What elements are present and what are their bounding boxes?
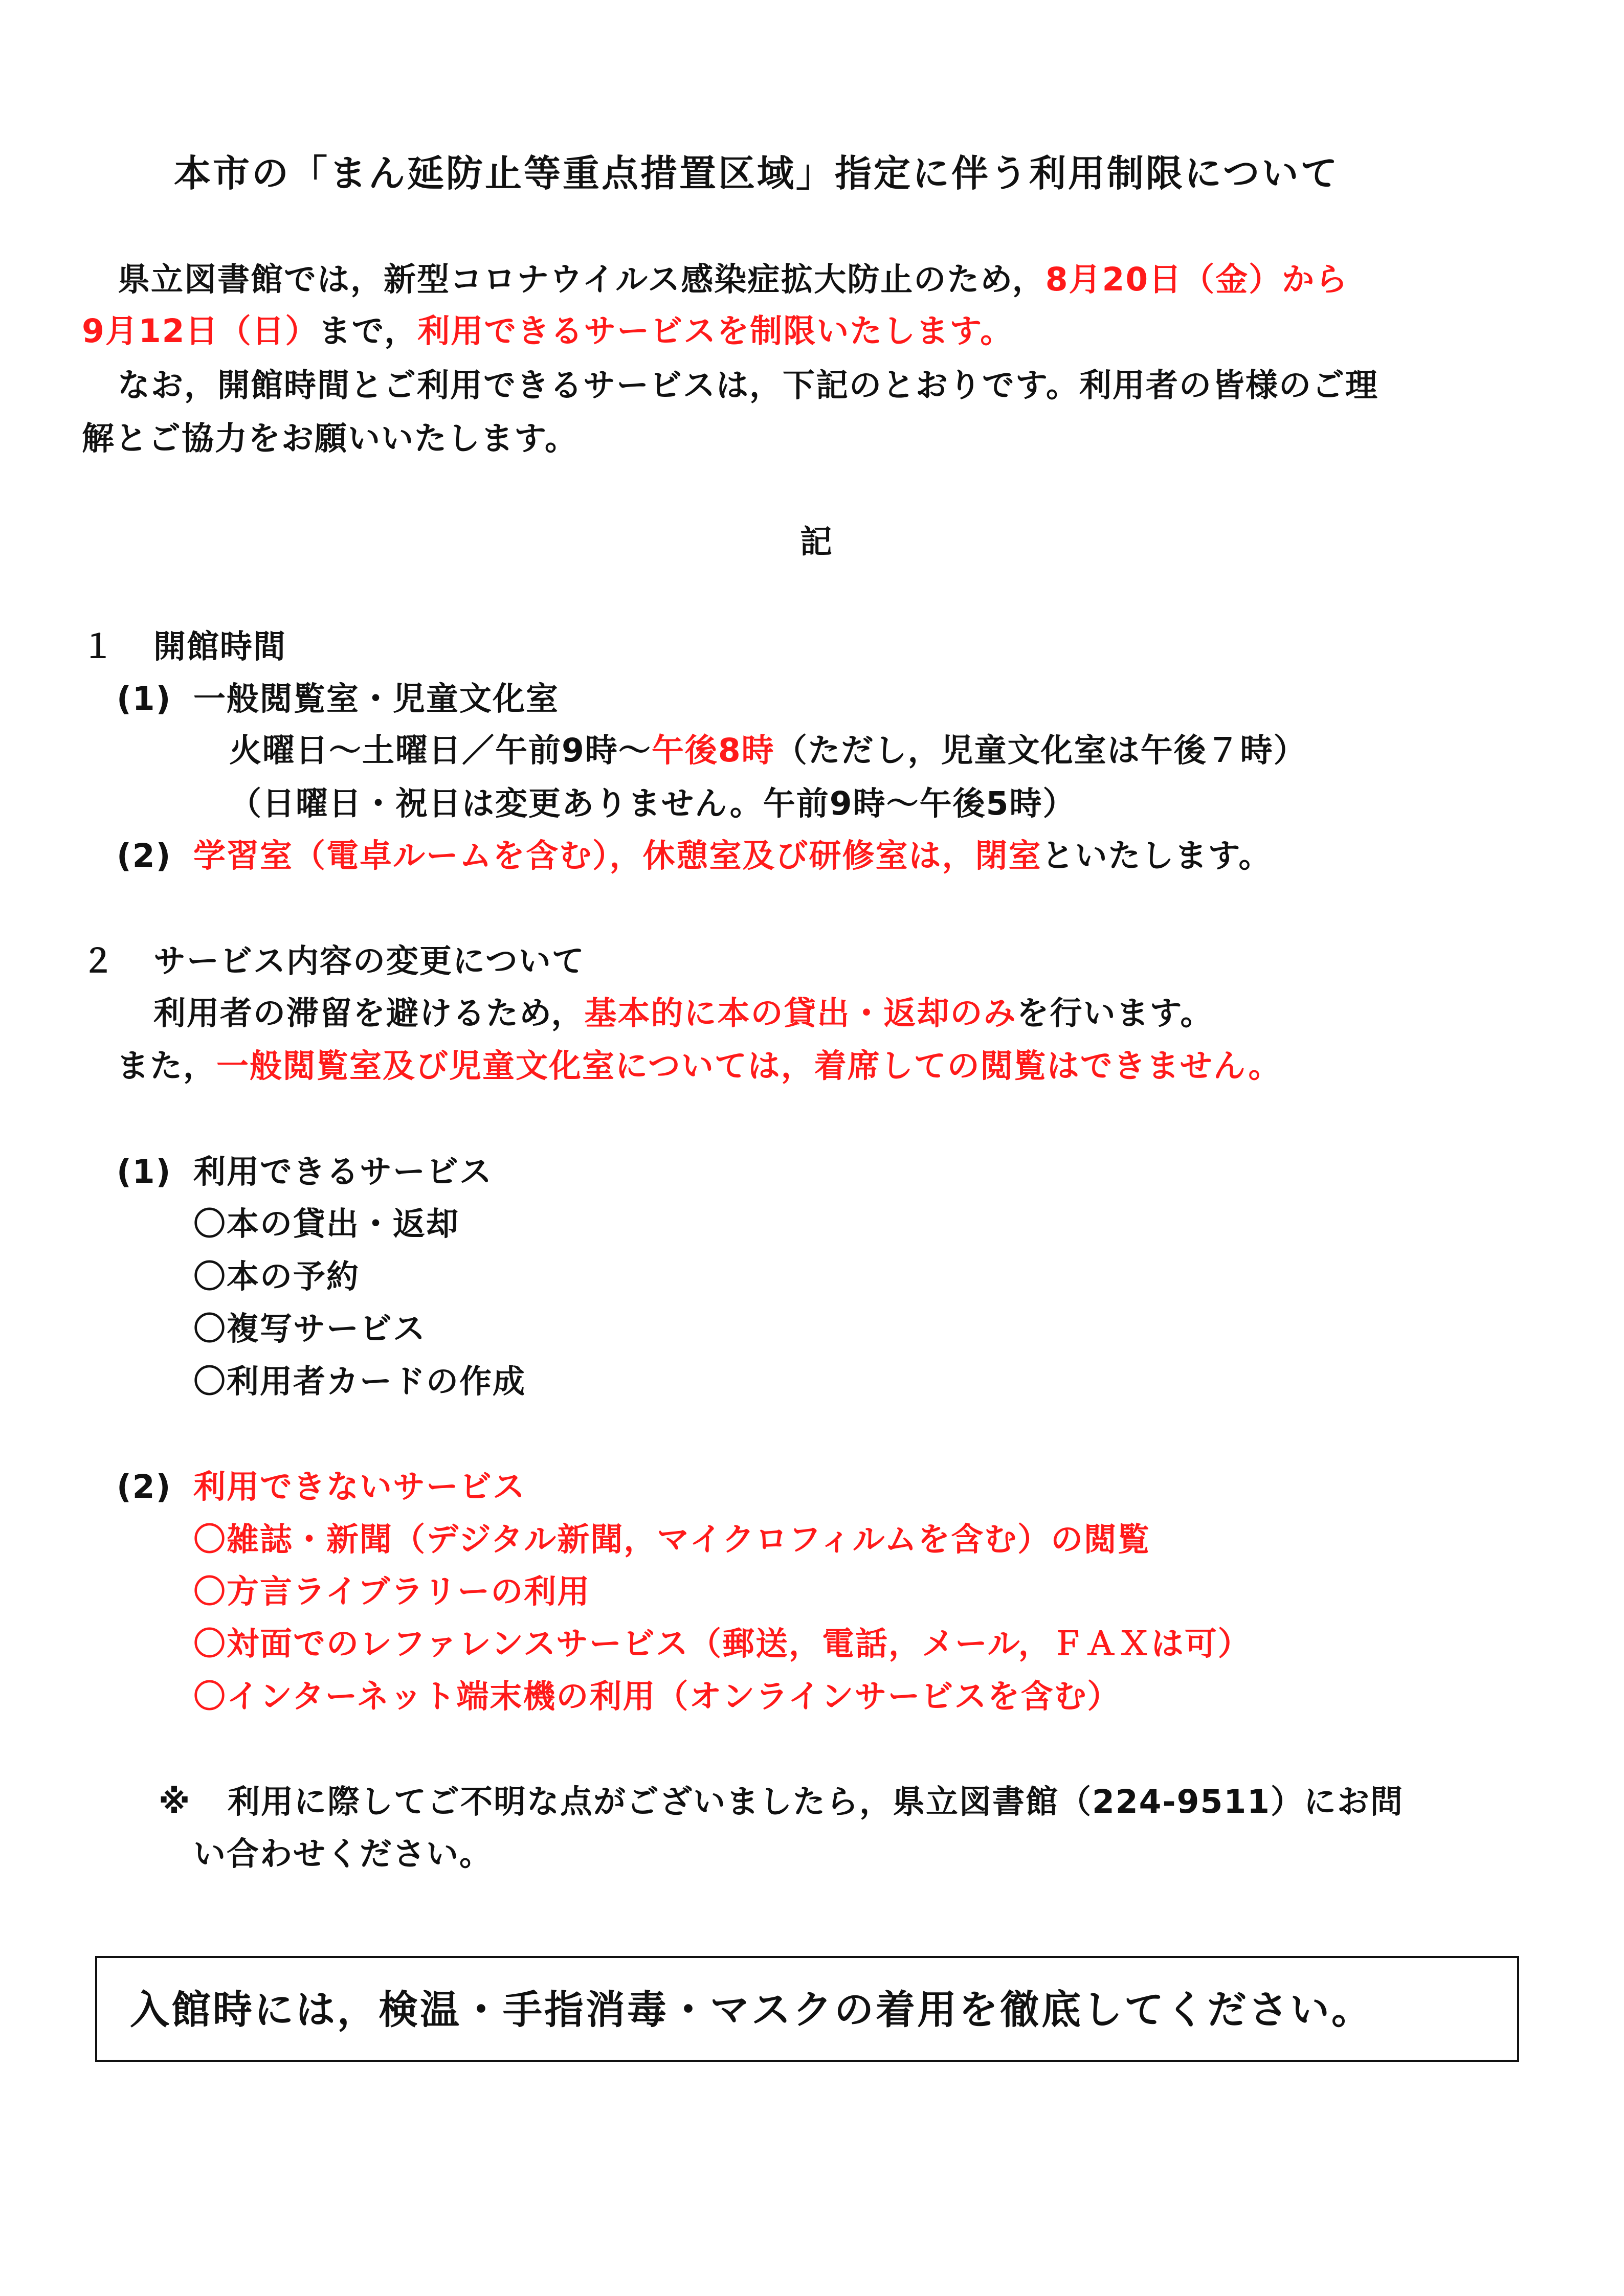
closed-rooms-suffix: といたします。: [1041, 837, 1272, 874]
period-end: 9月12日（日）: [82, 312, 319, 350]
section1-item1-label: (1): [117, 680, 172, 717]
available-service-item: 〇複写サービス: [193, 1310, 426, 1347]
unavailable-services-title: 利用できないサービス: [193, 1468, 526, 1505]
available-service-item: 〇本の貸出・返却: [193, 1205, 459, 1243]
lending-only-emphasis: 基本的に本の貸出・返却のみ: [584, 995, 1017, 1032]
paragraph-text: を行います。: [1016, 995, 1214, 1032]
intro-paragraph-line-3: なお，開館時間とご利用できるサービスは，下記のとおりです。利用者の皆様のご理: [118, 367, 1378, 404]
section2-paragraph-2: [117, 1047, 1282, 1085]
entry-notice-text: 入館時には，検温・手指消毒・マスクの着用を徹底してください。: [130, 1988, 1373, 2033]
closed-rooms: 学習室（電卓ルームを含む），休憩室及び研修室は，閉室: [193, 837, 1042, 874]
hours-text: 火曜日～土曜日／午前9時～: [229, 732, 652, 769]
period-start: 8月20日（金）から: [1045, 261, 1349, 298]
weekday-hours: [229, 734, 1307, 767]
paragraph-text: また，: [117, 1047, 216, 1085]
intro-paragraph-line-2: [82, 312, 1014, 350]
intro-paragraph-line-1: [118, 263, 1348, 296]
note-line-1: 利用に際してご不明な点がございましたら，県立図書館（224-9511）にお問: [228, 1783, 1404, 1820]
section2-paragraph-1: [153, 995, 1214, 1032]
section2-heading: サービス内容の変更について: [153, 942, 585, 980]
available-service-item: 〇本の予約: [193, 1258, 360, 1295]
no-seating-emphasis: 一般閲覧室及び児童文化室については，着席しての閲覧はできません。: [216, 1047, 1282, 1085]
sunday-hours: （日曜日・祝日は変更ありません。午前9時～午後5時）: [229, 785, 1076, 822]
note-line-2: い合わせください。: [193, 1835, 493, 1873]
unavailable-service-item: 〇対面でのレファレンスサービス（郵送，電話，メール，ＦＡＸは可）: [193, 1625, 1251, 1662]
intro-text: まで，: [318, 312, 418, 350]
section2-number: ２: [82, 942, 115, 980]
unavailable-service-item: 〇方言ライブラリーの利用: [193, 1573, 591, 1610]
section1-number: １: [82, 628, 115, 665]
note-mark: ※: [159, 1783, 191, 1820]
available-services-label: (1): [117, 1153, 172, 1190]
unavailable-service-item: 〇インターネット端末機の利用（オンラインサービスを含む）: [193, 1678, 1121, 1715]
page-title: 本市の「まん延防止等重点措置区域」指定に伴う利用制限について: [174, 152, 1340, 195]
paragraph-text: 利用者の滞留を避けるため，: [153, 995, 585, 1032]
available-service-item: 〇利用者カードの作成: [193, 1363, 526, 1400]
available-services-title: 利用できるサービス: [193, 1153, 493, 1190]
intro-text: 県立図書館では，新型コロナウイルス感染症拡大防止のため，: [118, 261, 1045, 298]
restriction-emphasis: 利用できるサービスを制限いたします。: [417, 312, 1014, 350]
unavailable-services-label: (2): [117, 1468, 172, 1505]
section1-heading: 開館時間: [153, 628, 286, 665]
intro-paragraph-line-4: 解とご協力をお願いいたします。: [82, 420, 578, 457]
entry-notice-box: [95, 1956, 1519, 2062]
section1-item2-label: (2): [117, 837, 172, 874]
hours-note: （ただし，児童文化室は午後７時）: [774, 732, 1307, 769]
section1-item1-title: 一般閲覧室・児童文化室: [193, 680, 559, 717]
unavailable-service-item: 〇雑誌・新聞（デジタル新聞，マイクロフィルムを含む）の閲覧: [193, 1521, 1151, 1558]
ki-heading: 記: [800, 523, 833, 560]
closing-time: 午後8時: [651, 732, 775, 769]
section1-item2: [193, 837, 1272, 874]
